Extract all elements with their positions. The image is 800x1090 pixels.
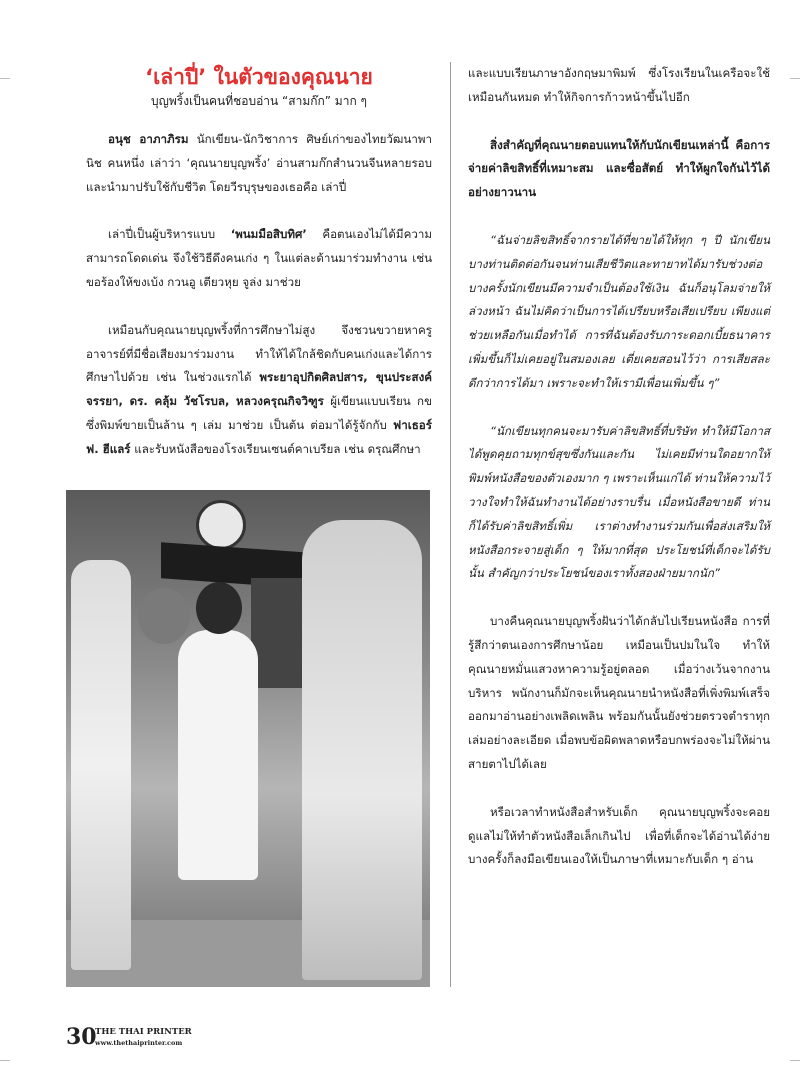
paragraph-r5: บางคืนคุณนายบุญพริ้งฝันว่าได้กลับไปเรียนหนังสือ การที่รู้สึกว่าตนเองการศึกษาน้อย เหมือนเป็นปมในใจ ทำให้คุณนายหมั่นแสวงหาความรู้อยู่ตลอด เมื่อว่างเว้นจากงานบริหาร พนักงานก็มักจะเห็นคุณนายนำหนังสือที่เพิ่งพิมพ์เสร็จออกมาอ่านอย่างเพลิดเพลิน พร้อมกันนั้นยังช่วยตรวจตำราทุกเล่มอย่างละเอียด เมื่อพบข้อผิดพลาดหรือบกพร่องจะไม่ให้ผ่านสายตาไปได้เลย (468, 614, 770, 771)
paragraph-r6: หรือเวลาทำหนังสือสำหรับเด็ก คุณนายบุญพริ้งจะคอยดูแลไม่ให้ทำตัวหนังสือเล็กเกินไป เพื่อที่เด็กจะได้อ่านได้ง่าย บางครั้งก็ลงมือเขียนเองให้เป็นภาษาที่เหมาะกับเด็ก ๆ อ่าน (468, 804, 770, 867)
crop-mark (0, 1060, 10, 1061)
magazine-brand: THE THAI PRINTER (95, 1027, 192, 1037)
page-number: 30 (66, 1024, 97, 1050)
crop-mark (790, 1060, 800, 1061)
logo-emblem-icon (196, 500, 246, 550)
paragraph-1: อนุช อาภาภิรม นักเขียน-นักวิชาการ ศิษย์เก่าของไทยวัฒนาพานิช คนหนึ่ง เล่าว่า ‘คุณนายบุญพริ้ง’ อ่านสามก๊กสำนวนจีนหลายรอบ และนำมาปรับใช้กับชีวิต โดยวีรบุรุษของเธอคือ เล่าปี่ (86, 132, 432, 194)
woman-figure (178, 630, 258, 880)
paragraph-r1: และแบบเรียนภาษาอังกฤษมาพิมพ์ ซึ่งโรงเรียนในเครือจะใช้เหมือนกันหมด ทำให้กิจการก้าวหน้าขึ้นไปอีก (468, 66, 770, 104)
historical-photo (66, 490, 430, 987)
person-left (71, 560, 131, 970)
woman-head (196, 582, 242, 634)
quote-1: “ฉันจ่ายลิขสิทธิ์จากรายได้ที่ขายได้ให้ทุก ๆ ปี นักเขียนบางท่านติดต่อกันจนท่านเสียชีวิตและทายาทได้มารับช่วงต่อ บางครั้งนักเขียนมีความจำเป็นต้องใช้เงิน ฉันก็อนุโลมจ่ายให้ล่วงหน้า ฉันไม่คิดว่าเป็นการได้เปรียบหรือเสียเปรียบ เพียงแต่ช่วยเหลือกันเมื่อทำได้ การที่ฉันต้องรับภาระดอกเบี้ยธนาคารเพิ่มขึ้นก็ไม่เคยอยู่ในสมองเลย เตี่ยเคยสอนไว้ว่า การเสียสละดีกว่าการได้มา เพราะจะทำให้เรามีเพื่อนเพิ่มขึ้น ๆ” (468, 232, 770, 390)
article-title: ‘เล่าปี่’ ในตัวของคุณนาย (145, 65, 373, 89)
globe-icon (138, 588, 190, 644)
crop-mark (0, 78, 10, 79)
author-name: อนุช อาภาภิรม (108, 132, 189, 146)
quote-2: “นักเขียนทุกคนจะมารับค่าลิขสิทธิ์ที่บริษัท ทำให้มีโอกาสได้พูดคุยถามทุกข์สุขซึ่งกันและกัน ไม่เคยมีท่านใดอยากให้พิมพ์หนังสือของตัวเองมาก ๆ เพราะเห็นแก่ได้ ท่านให้ความไว้วางใจทำให้ฉันทำงานได้อย่างราบรื่น เมื่อหนังสือขายดี ท่านก็ได้รับค่าลิขสิทธิ์เพิ่ม เราต่างทำงานร่วมกันเพื่อส่งเสริมให้หนังสือกระจายสู่เด็ก ๆ ให้มากที่สุด ประโยชน์ที่เด็กจะได้รับนั้น สำคัญกว่าประโยชน์ของเราทั้งสองฝ่ายมากนัก” (468, 423, 770, 581)
crop-mark (790, 78, 800, 79)
left-column (86, 62, 432, 486)
paragraph-3: เหมือนกับคุณนายบุญพริ้งที่การศึกษาไม่สูง จึงชวนขวายหาครูอาจารย์ที่มีชื่อเสียงมาร่วมงาน ทำให้ได้ใกล้ชิดกับคนเก่งและได้การศึกษาไปด้วย เช่น ในช่วงแรกได้ พระยาอุปกิตศิลปสาร, ขุนประสงค์จรรยา, ดร. คลุ้ม วัชโรบล, หลวงครุณกิจวิฑูร ผู้เขียนแบบเรียน กข ซึ่งพิมพ์ขายเป็นล้าน ๆ เล่ม มาช่วย เป็นต้น ต่อมาได้รู้จักกับ ฟาเธอร์ ฟ. ฮีแลร์ และรับหนังสือของโรงเรียนเซนต์คาเบรียล เช่น ดรุณศึกษา (86, 322, 432, 456)
right-column (468, 62, 770, 896)
person-right (302, 520, 422, 980)
paragraph-2: เล่าปี่เป็นผู้บริหารแบบ ‘พนมมือสิบทิศ’ คือตนเองไม่ได้มีความสามารถโดดเด่น จึงใช้วิธีดึงคนเก่ง ๆ ในแต่ละด้านมาร่วมทำงาน เช่น ขอร้องให้ขงเบ้ง กวนอู เตียวหุย จูล่ง มาช่วย (86, 227, 432, 289)
paragraph-r2: สิ่งสำคัญที่คุณนายตอบแทนให้กับนักเขียนเหล่านี้ คือการจ่ายค่าลิขสิทธิ์ที่เหมาะสม และซื่อสัตย์ ทำให้ผูกใจกันไว้ได้อย่างยาวนาน (468, 137, 770, 200)
column-divider (450, 62, 451, 987)
magazine-url: www.thethaiprinter.com (95, 1039, 183, 1047)
article-subtitle: บุญพริ้งเป็นคนที่ชอบอ่าน “สามก๊ก” มาก ๆ (151, 94, 367, 108)
